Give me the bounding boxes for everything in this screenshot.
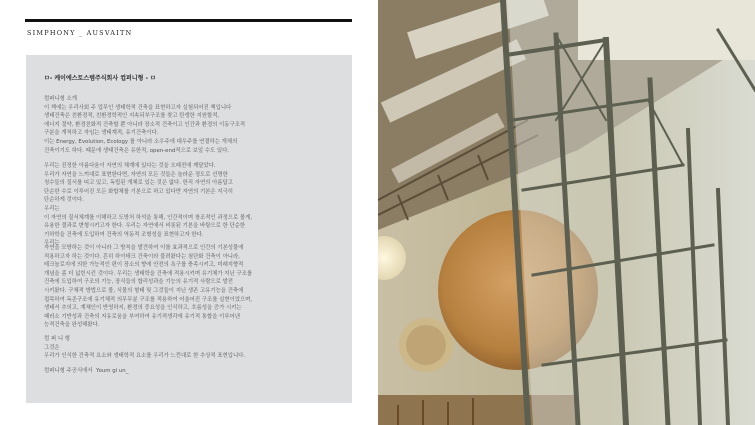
signature: 컴퍼니형 주공식에서 Youm gi un_	[44, 368, 129, 374]
article-heading: ㅁ- 케이에스토스템주식회사 컵퍼니형 - ㅁ	[44, 75, 156, 82]
top-rule	[25, 19, 352, 22]
intro-paragraph: 컴퍼니형 소개 이 책에는 우리사회 주 업무인 생태학적 건축을 표현하고자 실험되어진 책입니다 생태건축은 친환경적, 친환경학적인 지속되부구조를 찾고 탄생한 지원할적, 에너지 절약, 환경친화적 건축할 뿐 아니라 장소적 건축이고 인간과 환경의 이동구조적 구분을 개척하고 자임는 생태계적, 유기건축이다. 이는 Energy, Evolution, Ecology 를 아니라 소우주에 대우주를 연결하는 개체의 건축이기도 하다. 때문에 생태건축은 유한적, open-end적으로 보일 수도 있다.	[44, 96, 246, 154]
nature-paragraph: 우리는 진정한 아름다움이 자연의 체계에 있다는 것을 오래전에 깨달았다. 우리가 자연을 느끼대로 표현한다면, 자연의 모든 것들은 놀라운 정도로 선명한 청수들의 질서를 띠고 있고, 독립된 개체로 있는 것은 없다. 한직 자연의 아름답고 단순한 수로 이루어진 모든 화합체를 기본으로 하고 있다면 자연의 기본은 지극히 단순하게 것이다. 우리는 이 자연의 질서체계를 이해하고 도방처 하석을 통해, 인간적이며 창조적인 과정으로 볼게, 유용한 결과로 변형시키고자 한다. 우리는 자연에서 비롯된 기본을 바탕으로 한 단순한 기하학을 건축에 도입하여 건축의 역동적 조형성을 표현하고자 한다. 우리는	[44, 163, 253, 247]
interior-photo	[378, 0, 755, 425]
method-paragraph: 자연을 모방하는 것이 아니라 그 방칙을 발견하여 이를 효과적으로 인간의 기본성물에 적용하고자 하는 것이다. 흔히 하이테크 건축이라 불려왔다는 첨단화 건축이 아니라, 테크놀로지에 의한 가능적인 편이 장소의 향에 안전의 욕구를 충족시키고, 미래지향적 개념을 좀 더 넓힌시킨 것이다. 우리는 생태학을 건축에 적용시키며 유기체가 지닌 구조를 건축에 도입하여 구조의 기능, 장식들의 합리성과을 기능의 유기적 사람으로 발전 시키왔다. 구체적 방법으로 볼, 식물의 형태 및 그것들이 지닌 생존 고유기능을 건축에 접목하여 독존구조에 유기체적 의무무분 구조를 적용하여 어울어진 구조를 실현이었으며, 생태서 추의고, 계체인이 반영하지, 환경의 중요성을 인식하고, 흐름성을 증가 시키는 패러소 기반성과 건축의 지유로움을 부여하여 유기적생각에 유기적 통합을 이루어낸 능적건축을 완성해왔다.	[44, 245, 253, 329]
brand-title: SIMPHONY _ AUSVAITN	[27, 29, 133, 37]
company-paragraph: 컴 퍼 니 형 그것은 우리가 인식한 건축적 요소와 생태학적 요소를 우리가 느낀대로 한 추상적 표현입니다.	[44, 336, 246, 360]
